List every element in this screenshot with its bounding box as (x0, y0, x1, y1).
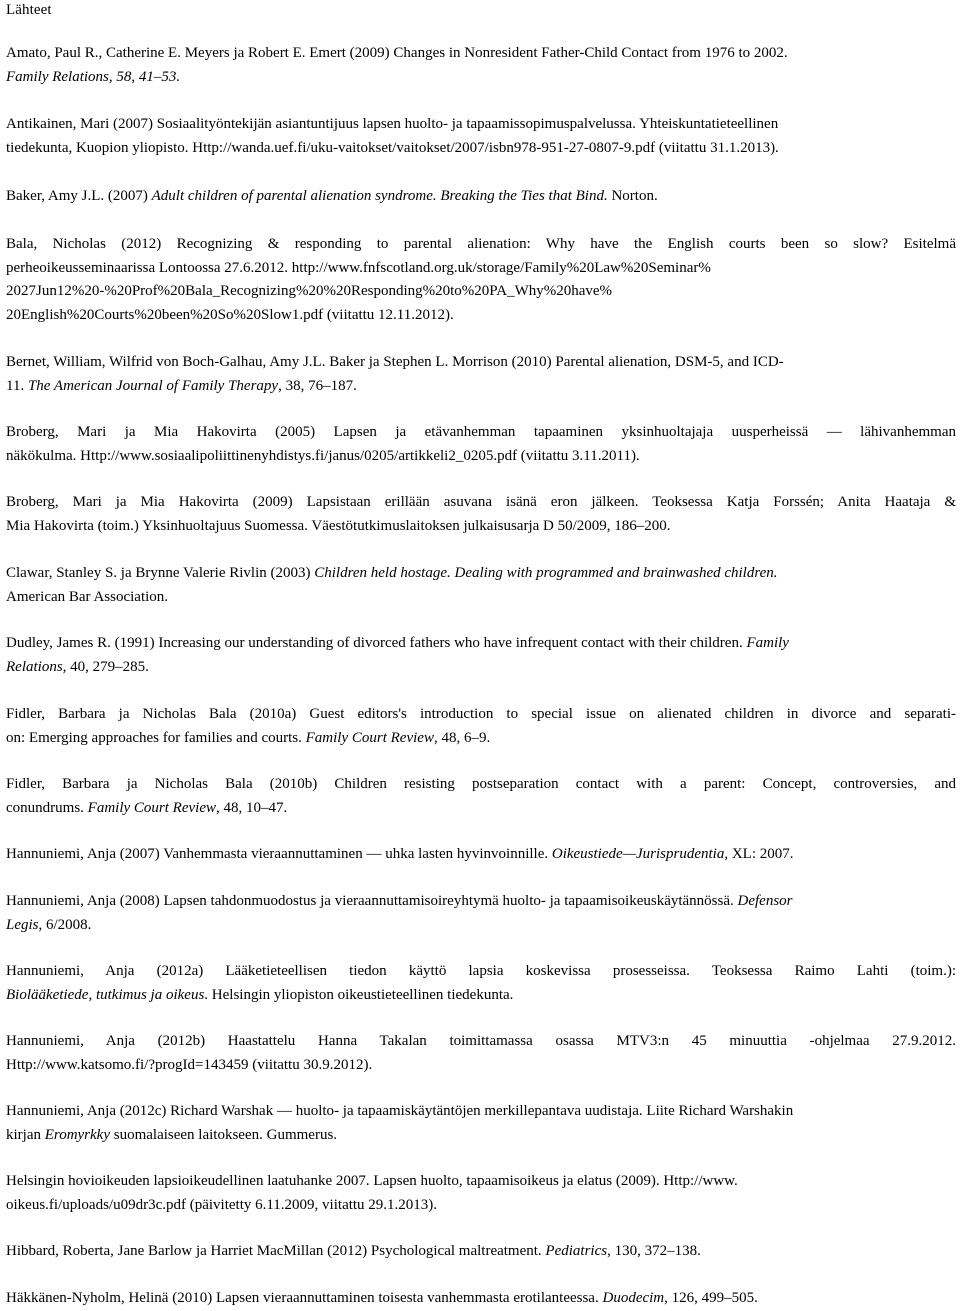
reference-line: Family Relations, 58, 41–53. (6, 68, 181, 85)
reference-line (6, 890, 956, 914)
reference-entry (6, 890, 956, 937)
journal-title: Oikeustiede—Jurisprudentia (551, 846, 725, 862)
reference-line (6, 797, 956, 821)
reference-line: Mia Hakovirta (toim.) Yksinhuoltajuus Suomessa. Väestötutkimuslaitoksen julkaisusarja D 50/2009, 186–200. (6, 517, 671, 534)
reference-entry (6, 351, 956, 398)
reference-line: Hannuniemi, Anja (2012b) Haastattelu Hanna Takalan toimittamassa osassa MTV3:n 45 minuuttia -ohjelmaa 27.9.2012. (6, 1033, 956, 1049)
reference-text: , 6/2008. (38, 916, 92, 933)
reference-entry (6, 1240, 956, 1264)
reference-entry (6, 42, 956, 89)
journal-title: The American Journal of Family Therapy (27, 377, 279, 394)
reference-line (6, 843, 956, 867)
reference-line (6, 1124, 956, 1148)
reference-line: Hannuniemi, Anja (2012a) Lääketieteellisen tiedon käyttö lapsia koskevissa prosesseissa. Teoksessa Raimo Lahti (toim.): (6, 963, 956, 979)
reference-entry (6, 113, 956, 160)
reference-line: tiedekunta, Kuopion yliopisto. Http://wanda.uef.fi/uku-vaitokset/vaitokset/2007/isbn978-951-27-0807-9.pdf (viitattu 31.1.2013). (6, 139, 779, 156)
reference-line: American Bar Association. (6, 588, 169, 605)
reference-entry (6, 843, 956, 867)
reference-line: perheoikeusseminaarissa Lontoossa 27.6.2012. http://www.fnfscotland.org.uk/storage/Family%20Law%20Seminar% (6, 259, 711, 276)
reference-line (6, 656, 956, 680)
journal-title: Defensor (737, 893, 793, 909)
reference-text: , 130, 372–138. (607, 1243, 701, 1259)
page-heading: Lähteet (6, 2, 52, 18)
reference-line (6, 914, 956, 938)
reference-line (6, 984, 956, 1008)
reference-entry (6, 960, 956, 1007)
reference-line: Antikainen, Mari (2007) Sosiaalityöntekijän asiantuntijuus lapsen huolto- ja tapaamissopimuspalvelussa. Yhteiskuntatieteellinen (6, 116, 779, 132)
reference-text: , XL: 2007. (724, 846, 794, 862)
reference-line: Amato, Paul R., Catherine E. Meyers ja Robert E. Emert (2009) Changes in Nonresident Father-Child Contact from 1976 to 2002. (6, 45, 788, 61)
reference-entry (6, 632, 956, 679)
reference-text: , 48, 6–9. (433, 729, 491, 746)
book-title: Biolääketiede, tutkimus ja oikeus (6, 986, 205, 1003)
reference-title: Children held hostage. Dealing with programmed and brainwashed children. (314, 565, 778, 581)
reference-entry (6, 1100, 956, 1147)
reference-entry (6, 562, 956, 609)
reference-line: Broberg, Mari ja Mia Hakovirta (2005) Lapsen ja etävanhemman tapaaminen yksinhuoltajaja uusperheissä — lähivanhemman (6, 424, 956, 440)
reference-entry (6, 421, 956, 468)
reference-text: 11. (6, 377, 28, 394)
reference-entry (6, 1287, 956, 1311)
reference-line: näkökulma. Http://www.sosiaalipoliittinenyhdistys.fi/janus/0205/artikkeli2_0205.pdf (viitattu 3.11.2011). (6, 447, 640, 464)
reference-title: Adult children of parental alienation syndrome. Breaking the Ties that Bind. (151, 188, 608, 204)
reference-text: Clawar, Stanley S. ja Brynne Valerie Rivlin (2003) (6, 565, 315, 581)
reference-text: Baker, Amy J.L. (2007) (6, 188, 152, 204)
reference-text: suomalaiseen laitokseen. Gummerus. (110, 1126, 338, 1143)
reference-line: 2027Jun12%20-%20Prof%20Bala_Recognizing%20%20Responding%20to%20PA_Why%20have% (6, 283, 613, 299)
reference-line: Http://www.katsomo.fi/?progId=143459 (viitattu 30.9.2012). (6, 1056, 373, 1073)
reference-line: Bala, Nicholas (2012) Recognizing & responding to parental alienation: Why have the English courts been so slow? Esitelmä (6, 236, 956, 252)
journal-title: Family Court Review (87, 799, 216, 816)
reference-line: Hannuniemi, Anja (2012c) Richard Warshak — huolto- ja tapaamiskäytäntöjen merkillepantava uudistaja. Liite Richard Warshakin (6, 1103, 794, 1119)
reference-line (6, 632, 956, 656)
reference-text: conundrums. (6, 799, 88, 816)
reference-text: Häkkänen-Nyholm, Helinä (2010) Lapsen vieraannuttaminen toisesta vanhemmasta erotilanteessa. (6, 1290, 603, 1306)
reference-entry (6, 1030, 956, 1077)
reference-line: 20English%20Courts%20been%20So%20Slow1.pdf (viitattu 12.11.2012). (6, 306, 454, 323)
reference-entry (6, 233, 956, 327)
reference-line (6, 562, 956, 586)
reference-line: Fidler, Barbara ja Nicholas Bala (2010a) Guest editors's introduction to special issue on alienated children in divorce and separati- (6, 706, 956, 722)
reference-text: Hibbard, Roberta, Jane Barlow ja Harriet MacMillan (2012) Psychological maltreatment. (6, 1243, 546, 1259)
reference-text: kirjan (6, 1126, 45, 1143)
journal-title: Family (746, 635, 789, 651)
reference-entry (6, 703, 956, 750)
reference-line: Bernet, William, Wilfrid von Boch-Galhau, Amy J.L. Baker ja Stephen L. Morrison (2010) Parental alienation, DSM-5, and ICD- (6, 354, 784, 370)
reference-line: Fidler, Barbara ja Nicholas Bala (2010b) Children resisting postseparation contact with a parent: Concept, controversies, and (6, 776, 956, 792)
reference-entry (6, 185, 956, 209)
reference-text: , 126, 499–505. (664, 1290, 758, 1306)
reference-text: Hannuniemi, Anja (2007) Vanhemmasta vieraannuttaminen — uhka lasten hyvinvoinnille. (6, 846, 552, 862)
reference-line (6, 727, 956, 751)
reference-text: , 48, 10–47. (215, 799, 288, 816)
reference-line (6, 185, 956, 209)
reference-line (6, 1287, 956, 1311)
reference-line: Helsingin hovioikeuden lapsioikeudellinen laatuhanke 2007. Lapsen huolto, tapaamisoikeus ja elatus (2009). Http://www. (6, 1173, 738, 1189)
reference-text: Hannuniemi, Anja (2008) Lapsen tahdonmuodostus ja vieraannuttamisoireyhtymä huolto- ja tapaamisoikeuskäytännössä. (6, 893, 738, 909)
reference-text: , 40, 279–285. (62, 658, 149, 675)
reference-text: . Helsingin yliopiston oikeustieteellinen tiedekunta. (204, 986, 514, 1003)
reference-line: oikeus.fi/uploads/u09dr3c.pdf (päivitetty 6.11.2009, viitattu 29.1.2013). (6, 1196, 438, 1213)
reference-text: on: Emerging approaches for families and courts. (6, 729, 306, 746)
journal-title: Legis (6, 916, 39, 933)
journal-title: Relations (6, 658, 63, 675)
reference-entry (6, 773, 956, 820)
journal-title: Family Court Review (305, 729, 434, 746)
reference-line: Broberg, Mari ja Mia Hakovirta (2009) Lapsistaan erillään asuvana isänä eron jälkeen. Teoksessa Katja Forssén; Anita Haataja & (6, 494, 956, 510)
reference-text: Norton. (607, 188, 658, 204)
book-title: Eromyrkky (44, 1126, 110, 1143)
reference-line (6, 1240, 956, 1264)
reference-text: Dudley, James R. (1991) Increasing our understanding of divorced fathers who have infrequent contact with their children. (6, 635, 747, 651)
reference-entry (6, 491, 956, 538)
reference-text: , 38, 76–187. (278, 377, 357, 394)
journal-title: Duodecim (602, 1290, 665, 1306)
reference-line (6, 375, 956, 399)
reference-entry (6, 1170, 956, 1217)
journal-title: Pediatrics (545, 1243, 608, 1259)
